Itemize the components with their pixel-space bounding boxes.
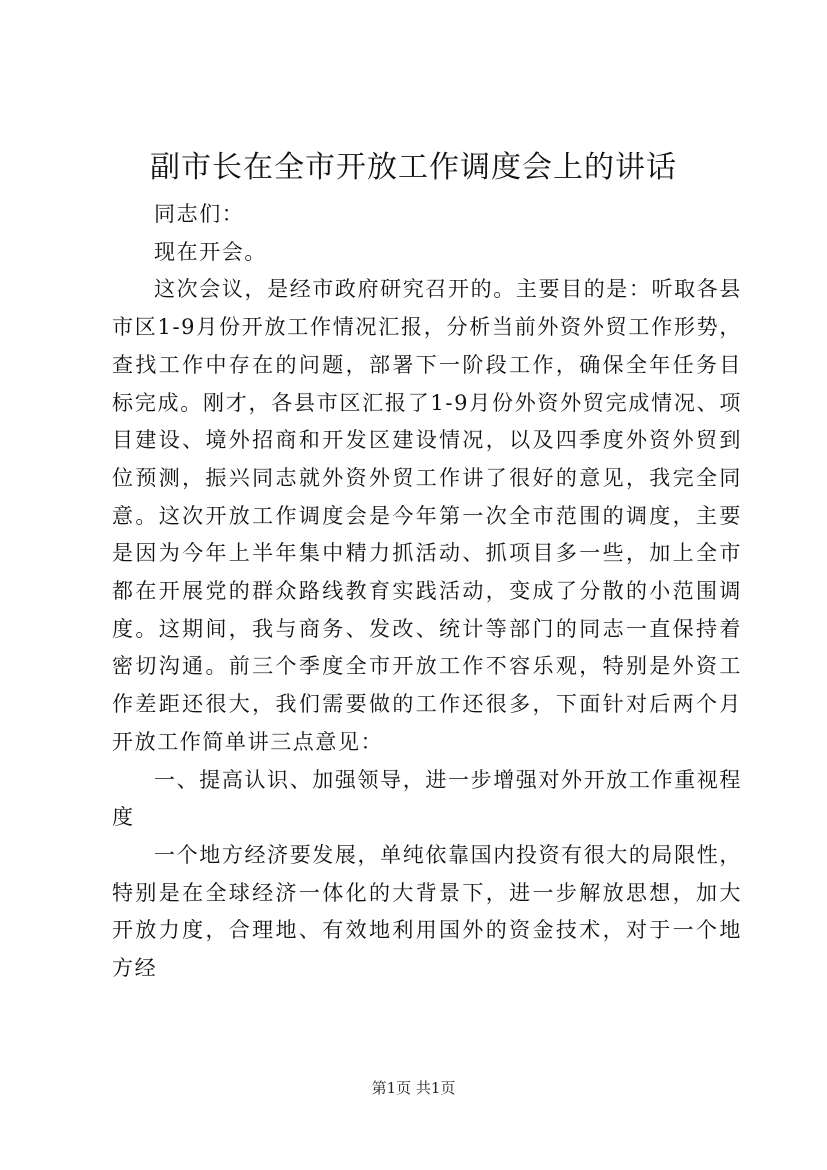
document-body [112, 196, 742, 988]
salutation-paragraph: 同志们： [154, 202, 245, 226]
section-one-heading: 一、提高认识、加强领导，进一步增强对外开放工作重视程度 [112, 767, 742, 830]
meeting-purpose-paragraph: 这次会议，是经市政府研究召开的。主要目的是：听取各县市区1-9月份开放工作情况汇报，分析当前外资外贸工作形势，查找工作中存在的问题，部署下一阶段工作，确保全年任务目标完成。刚才，各县市区汇报了1-9月份外资外贸完成情况、项目建设、境外招商和开发区建设情况，以及四季度外资外贸到位预测，振兴同志就外资外贸工作讲了很好的意见，我完全同意。这次开放工作调度会是今年第一次全市范围的调度，主要是因为今年上半年集中精力抓活动、抓项目多一些，加上全市都在开展党的群众路线教育实践活动，变成了分散的小范围调度。这期间，我与商务、发改、统计等部门的同志一直保持着密切沟通。前三个季度全市开放工作不容乐观，特别是外资工作差距还很大，我们需要做的工作还很多，下面针对后两个月开放工作简单讲三点意见： [112, 277, 742, 754]
document-title: 副市长在全市开放工作调度会上的讲话 [150, 150, 677, 185]
opening-paragraph: 现在开会。 [154, 239, 267, 264]
economy-paragraph: 一个地方经济要发展，单纯依靠国内投资有很大的局限性，特别是在全球经济一体化的大背景下，进一步解放思想，加大开放力度，合理地、有效地利用国外的资金技术，对于一个地方经 [112, 842, 742, 981]
page-footer [0, 1078, 827, 1098]
page-number-label: 第1页 共1页 [371, 1079, 456, 1097]
